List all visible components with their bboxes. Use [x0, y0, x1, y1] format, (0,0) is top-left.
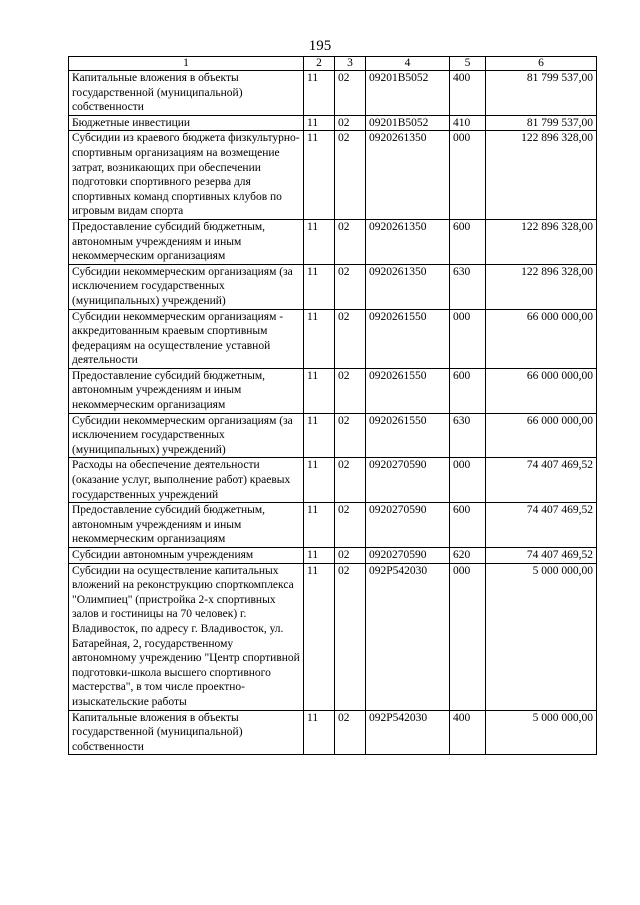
table-row: [69, 115, 597, 131]
row-section-code: 11: [304, 219, 335, 264]
row-amount: 74 407 469,52: [486, 458, 597, 503]
row-subsection-code: 02: [335, 219, 366, 264]
row-target-code: 092P542030: [366, 710, 450, 755]
row-target-code: 0920261350: [366, 264, 450, 309]
row-subsection-code: 02: [335, 548, 366, 564]
table-row: [69, 219, 597, 264]
budget-table: [68, 56, 597, 755]
row-target-code: 0920261350: [366, 219, 450, 264]
row-target-code: 09201B5052: [366, 115, 450, 131]
row-subsection-code: 02: [335, 264, 366, 309]
row-expense-type-code: 000: [450, 131, 486, 220]
row-amount: 122 896 328,00: [486, 264, 597, 309]
column-header: 3: [335, 57, 366, 71]
table-row: [69, 413, 597, 458]
row-amount: 81 799 537,00: [486, 115, 597, 131]
column-header: 6: [486, 57, 597, 71]
table-row: [69, 710, 597, 755]
table-row: [69, 264, 597, 309]
row-amount: 74 407 469,52: [486, 503, 597, 548]
row-description: Субсидии некоммерческим организациям - аккредитованным краевым спортивным федерациям на осуществление уставной деятельности: [69, 309, 304, 368]
row-amount: 122 896 328,00: [486, 219, 597, 264]
row-section-code: 11: [304, 71, 335, 116]
row-target-code: 09201B5052: [366, 71, 450, 116]
row-amount: 81 799 537,00: [486, 71, 597, 116]
row-expense-type-code: 620: [450, 548, 486, 564]
row-subsection-code: 02: [335, 131, 366, 220]
table-row: [69, 563, 597, 710]
row-expense-type-code: 600: [450, 503, 486, 548]
row-description: Предоставление субсидий бюджетным, автономным учреждениям и иным некоммерческим организациям: [69, 219, 304, 264]
table-row: [69, 309, 597, 368]
row-description: Предоставление субсидий бюджетным, автономным учреждениям и иным некоммерческим организациям: [69, 368, 304, 413]
row-target-code: 092P542030: [366, 563, 450, 710]
row-section-code: 11: [304, 131, 335, 220]
row-subsection-code: 02: [335, 458, 366, 503]
row-subsection-code: 02: [335, 368, 366, 413]
row-target-code: 0920261550: [366, 413, 450, 458]
row-description: Капитальные вложения в объекты государственной (муниципальной) собственности: [69, 710, 304, 755]
row-expense-type-code: 600: [450, 219, 486, 264]
column-header: 1: [69, 57, 304, 71]
row-subsection-code: 02: [335, 413, 366, 458]
row-description: Субсидии на осуществление капитальных вложений на реконструкцию спорткомплекса "Олимпиец" (пристройка 2-х спортивных залов и гостиницы на 70 человек) г. Владивосток, по адресу г. Владивосток, ул. Батарейная, 2, государственному автономному учреждению "Центр спортивной подготовки-школа высшего спортивного мастерства", в том числе проектно-изыскательские работы: [69, 563, 304, 710]
row-amount: 5 000 000,00: [486, 710, 597, 755]
row-target-code: 0920270590: [366, 548, 450, 564]
table-row: [69, 131, 597, 220]
row-section-code: 11: [304, 710, 335, 755]
row-description: Субсидии некоммерческим организациям (за исключением государственных (муниципальных) учреждений): [69, 264, 304, 309]
row-target-code: 0920261550: [366, 309, 450, 368]
page-number: 195: [308, 38, 332, 54]
row-section-code: 11: [304, 309, 335, 368]
column-header: 4: [366, 57, 450, 71]
row-section-code: 11: [304, 413, 335, 458]
row-amount: 122 896 328,00: [486, 131, 597, 220]
row-description: Предоставление субсидий бюджетным, автономным учреждениям и иным некоммерческим организациям: [69, 503, 304, 548]
row-subsection-code: 02: [335, 309, 366, 368]
row-description: Капитальные вложения в объекты государственной (муниципальной) собственности: [69, 71, 304, 116]
row-expense-type-code: 400: [450, 71, 486, 116]
row-section-code: 11: [304, 458, 335, 503]
row-expense-type-code: 400: [450, 710, 486, 755]
row-expense-type-code: 000: [450, 458, 486, 503]
row-amount: 66 000 000,00: [486, 309, 597, 368]
column-header: 5: [450, 57, 486, 71]
row-target-code: 0920261550: [366, 368, 450, 413]
row-subsection-code: 02: [335, 503, 366, 548]
row-expense-type-code: 000: [450, 309, 486, 368]
row-subsection-code: 02: [335, 563, 366, 710]
row-section-code: 11: [304, 368, 335, 413]
row-target-code: 0920270590: [366, 503, 450, 548]
row-section-code: 11: [304, 115, 335, 131]
row-target-code: 0920270590: [366, 458, 450, 503]
table-row: [69, 458, 597, 503]
row-amount: 5 000 000,00: [486, 563, 597, 710]
row-expense-type-code: 630: [450, 264, 486, 309]
row-expense-type-code: 410: [450, 115, 486, 131]
row-amount: 74 407 469,52: [486, 548, 597, 564]
row-description: Расходы на обеспечение деятельности (оказание услуг, выполнение работ) краевых государственных учреждений: [69, 458, 304, 503]
table-row: [69, 503, 597, 548]
row-amount: 66 000 000,00: [486, 413, 597, 458]
row-description: Субсидии из краевого бюджета физкультурно-спортивным организациям на возмещение затрат, возникающих при обеспечении подготовки спортивного резерва для спортивных команд спортивных клубов по игровым видам спорта: [69, 131, 304, 220]
table-row: [69, 548, 597, 564]
table-row: [69, 368, 597, 413]
row-section-code: 11: [304, 563, 335, 710]
row-subsection-code: 02: [335, 710, 366, 755]
row-description: Субсидии автономным учреждениям: [69, 548, 304, 564]
row-section-code: 11: [304, 548, 335, 564]
row-target-code: 0920261350: [366, 131, 450, 220]
row-expense-type-code: 630: [450, 413, 486, 458]
row-section-code: 11: [304, 503, 335, 548]
row-description: Бюджетные инвестиции: [69, 115, 304, 131]
row-section-code: 11: [304, 264, 335, 309]
table-row: [69, 71, 597, 116]
row-expense-type-code: 600: [450, 368, 486, 413]
row-expense-type-code: 000: [450, 563, 486, 710]
row-amount: 66 000 000,00: [486, 368, 597, 413]
row-description: Субсидии некоммерческим организациям (за исключением государственных (муниципальных) учреждений): [69, 413, 304, 458]
table-header-row: [69, 57, 597, 71]
row-subsection-code: 02: [335, 115, 366, 131]
column-header: 2: [304, 57, 335, 71]
row-subsection-code: 02: [335, 71, 366, 116]
